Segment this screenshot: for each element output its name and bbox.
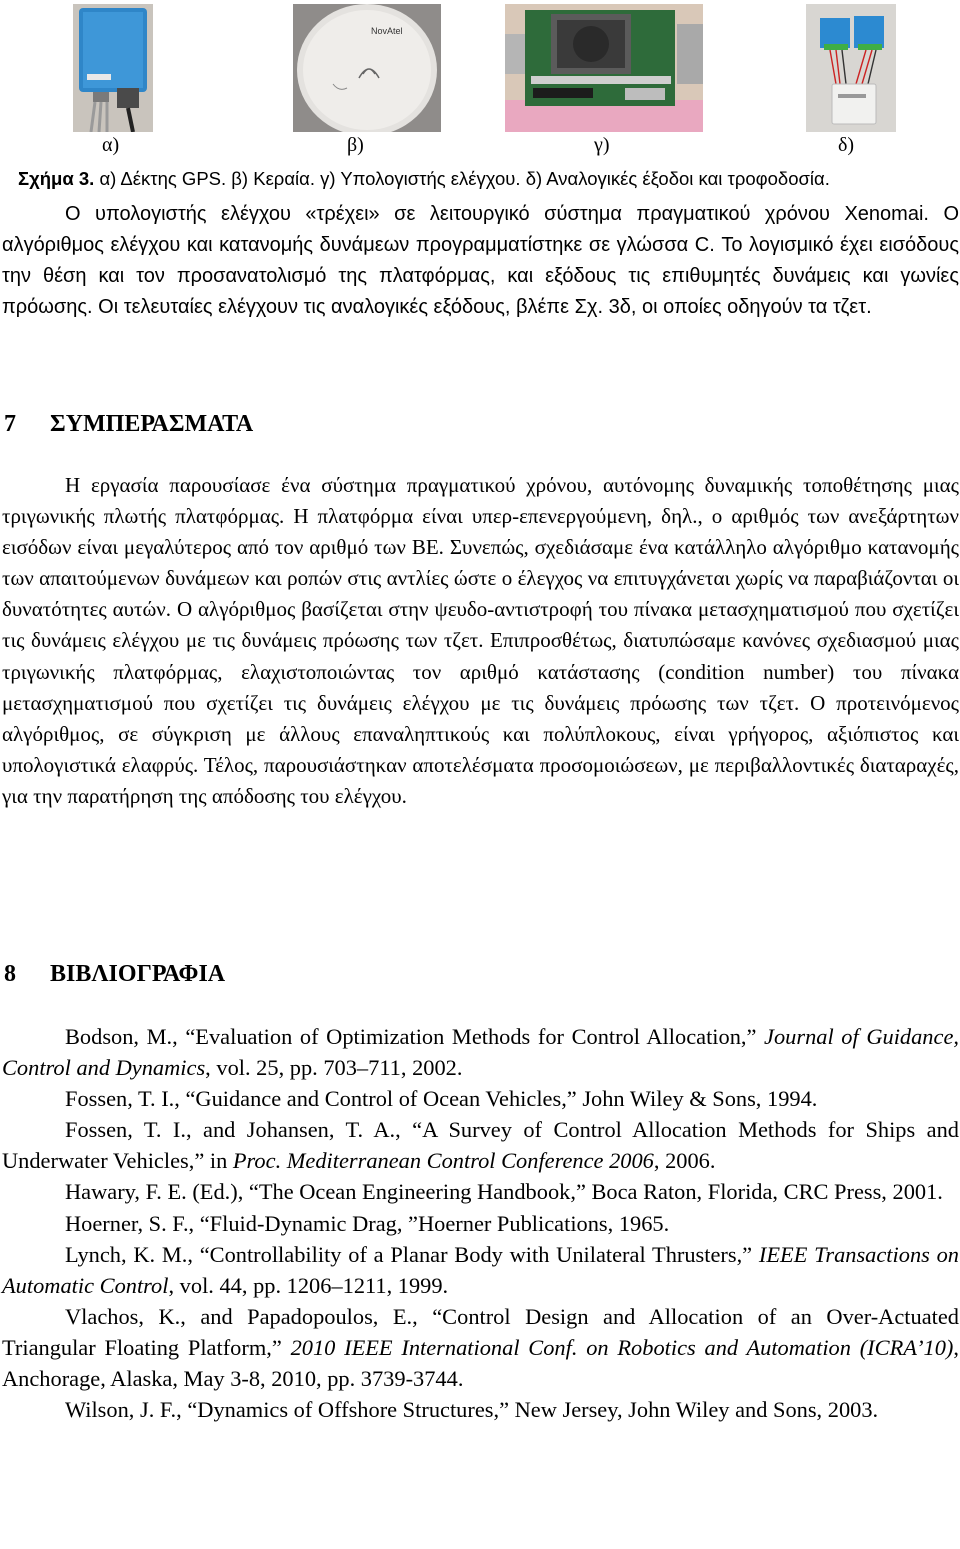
figure-sublabel-c: γ) xyxy=(594,134,610,156)
reference-details: , vol. 25, pp. 703–711, 2002. xyxy=(205,1055,463,1081)
section-title: ΣΥΜΠΕΡΑΣΜΑΤΑ xyxy=(50,411,254,437)
figure-caption xyxy=(18,168,830,190)
section-title: ΒΙΒΛΙΟΓΡΑΦΙΑ xyxy=(50,961,226,987)
figure-sublabel-a: α) xyxy=(102,134,120,156)
figure-caption-label: Σχήμα 3. xyxy=(18,168,95,189)
svg-text:NovAtel: NovAtel xyxy=(371,26,403,36)
reference-venue: Journal of Guidance, Control and Dynamics xyxy=(2,1024,959,1081)
reference-text: Vlachos, K., and Papadopoulos, E., “Control Design and Allocation of an Over-Actuated Triangular Floating Platform,” xyxy=(2,1303,959,1360)
reference-list xyxy=(2,1021,959,1425)
intro-paragraph: Ο υπολογιστής ελέγχου «τρέχει» σε λειτουργικό σύστημα πραγματικού χρόνου Xenomai. Ο αλγόριθμος ελέγχου και κατανομής δυνάμεων προγραμματίστηκε σε γλώσσα C. Το λογισμικό έχει εισόδους την θέση και τον προσανατολισμό της πλατφόρμας, και εξόδους τις επιθυμητές δυνάμεις και γωνίες πρόωσης. Οι τελευταίες ελέγχουν τις αναλογικές εξόδους, βλέπε Σχ. 3δ, οι οποίες οδηγούν τα τζετ. xyxy=(2,203,959,319)
reference-details: , Anchorage, Alaska, May 3-8, 2010, pp. 3739-3744. xyxy=(2,1334,960,1392)
reference-text: Fossen, T. I., and Johansen, T. A., “A Survey of Control Allocation Methods for Ships and Underwater Vehicles,” in xyxy=(2,1117,959,1174)
reference-item xyxy=(2,1083,959,1114)
reference-item xyxy=(2,1208,959,1239)
reference-venue: 2010 IEEE International Conf. on Robotics and Automation (ICRA’10) xyxy=(290,1334,954,1360)
reference-text: Fossen, T. I., “Guidance and Control of Ocean Vehicles,” John Wiley & Sons, 1994. xyxy=(65,1086,818,1112)
reference-venue: Proc. Mediterranean Control Conference 2006 xyxy=(232,1148,654,1174)
section-number: 7 xyxy=(4,411,16,437)
section-number: 8 xyxy=(4,961,16,987)
figure-sublabel-d: δ) xyxy=(838,134,855,156)
reference-item xyxy=(2,1239,959,1301)
reference-details: , vol. 44, pp. 1206–1211, 1999. xyxy=(168,1272,449,1298)
reference-text: Lynch, K. M., “Controllability of a Planar Body with Unilateral Thrusters,” xyxy=(65,1241,759,1267)
reference-item xyxy=(2,1021,959,1083)
reference-text: Bodson, M., “Evaluation of Optimization Methods for Control Allocation,” xyxy=(65,1024,765,1049)
reference-details: , 2006. xyxy=(653,1148,716,1174)
conclusions-paragraph: Η εργασία παρουσίασε ένα σύστημα πραγματικού χρόνου, αυτόνομης δυναμικής τοποθέτησης μιας τριγωνικής πλωτής πλατφόρμας. Η πλατφόρμα είναι υπερ-επενεργούμενη, δηλ., ο αριθμός των ανεξάρτητων εισόδων είναι μεγαλύτερος από τον αριθμό των ΒΕ. Συνεπώς, σχεδιάσαμε ένα κατάλληλο αλγόριθμο κατανομής των απαιτούμενων δυνάμεων και ροπών στις αντλίες ώστε ο έλεγχος να επιτυγχάνεται χωρίς να παραβιάζονται οι δυνατότητες αυτών. Ο αλγόριθμος βασίζεται στην ψευδο-αντιστροφή του πίνακα μετασχηματισμού που σχετίζει τις δυνάμεις ελέγχου με τις δυνάμεις πρόωσης των τζετ. Επιπροσθέτως, διατυπώσαμε κανόνες σχεδιασμού μιας τριγωνικής πλατφόρμας, ελαχιστοποιώντας τον αριθμό κατάστασης (condition number) του πίνακα μετασχηματισμού που σχετίζει τις δυνάμεις ελέγχου με τις δυνάμεις πρόωσης των τζετ. Ο προτεινόμενος αλγόριθμος, σε σύγκριση με άλλους επαναληπτικούς και πολύπλοκους, είναι γρήγορος, αξιόπιστος και υπολογιστικά ελαφρύς. Τέλος, παρουσιάστηκαν αποτελέσματα προσομοιώσεων, με περιβαλλοντικές διαταραχές, για την παρατήρηση της απόδοσης του ελέγχου. xyxy=(2,473,959,808)
reference-item xyxy=(2,1114,959,1176)
reference-item xyxy=(2,1176,959,1207)
analog-outputs-power-supply-photo xyxy=(806,4,896,132)
reference-text: Hawary, F. E. (Ed.), “The Ocean Engineering Handbook,” Boca Raton, Florida, CRC Press, 2001. xyxy=(65,1179,943,1205)
section-heading-bibliography xyxy=(4,961,225,988)
control-computer-photo xyxy=(505,4,703,132)
reference-item xyxy=(2,1394,959,1425)
section-heading-conclusions xyxy=(4,411,253,438)
gps-receiver-photo xyxy=(73,4,153,132)
figure-caption-text: α) Δέκτης GPS. β) Κεραία. γ) Υπολογιστής ελέγχου. δ) Αναλογικές έξοδοι και τροφοδοσία. xyxy=(94,168,830,189)
figure-sublabel-b: β) xyxy=(347,134,364,156)
reference-venue: IEEE Transactions on Automatic Control xyxy=(2,1241,959,1298)
reference-text: Wilson, J. F., “Dynamics of Offshore Structures,” New Jersey, John Wiley and Sons, 2003. xyxy=(65,1397,879,1423)
reference-item xyxy=(2,1301,959,1394)
gps-antenna-photo xyxy=(293,4,441,132)
reference-text: Hoerner, S. F., “Fluid-Dynamic Drag, ”Hoerner Publications, 1965. xyxy=(65,1210,670,1236)
